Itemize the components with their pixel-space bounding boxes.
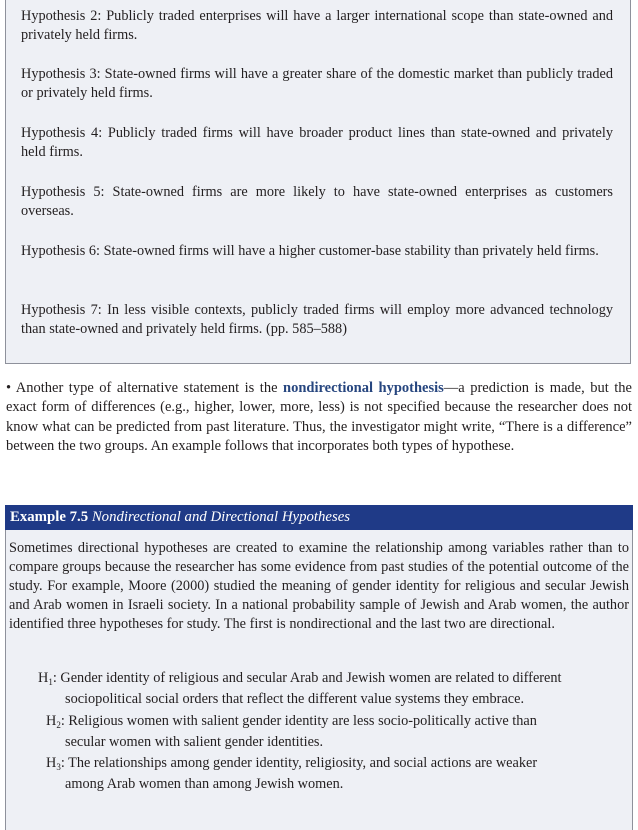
hypothesis-2: Hypothesis 2: Publicly traded enterprises will have a larger international scope than state-owned and privately held firms. [21,8,613,43]
h3-letter: H [46,755,57,771]
h3-subscript: 3 [56,762,61,772]
example-title: Nondirectional and Directional Hypotheses [91,509,351,525]
example-label: Example 7.5 [10,509,89,525]
hypothesis-h3 [46,753,612,773]
h2-text: : Religious women with salient gender identity are less socio-politically active than [60,713,537,729]
h1-subscript: 1 [48,677,53,687]
paragraph-rest: —a prediction is made, but the exact form of differences (e.g., higher, lower, more, less) is not specified because the researcher does not know what can be predicted from past literature. Thus, the investigator might write, “There is a difference” between the two groups. An example follows that incorporates both types of hypothese. [6,380,632,454]
example-header [5,505,633,530]
nondirectional-paragraph [6,379,632,456]
hypothesis-4: Hypothesis 4: Publicly traded firms will have broader product lines than state-owned and privately held firms. [21,125,613,160]
h2-subscript: 2 [56,720,61,730]
hypothesis-h2 [46,711,612,731]
hypothesis-6: Hypothesis 6: State-owned firms will have a higher customer-base stability than privately held firms. [21,243,599,259]
h1-letter: H [38,670,49,686]
hypothesis-h2-cont: secular women with salient gender identities. [65,734,324,750]
hypothesis-h1 [38,668,612,688]
paragraph-lead: • Another type of alternative statement is the [6,380,284,396]
h1-text: : Gender identity of religious and secular Arab and Jewish women are related to different [52,670,562,686]
hypothesis-h3-cont: among Arab women than among Jewish women. [65,776,344,792]
h3-text: : The relationships among gender identity, religiosity, and social actions are weaker [60,755,538,771]
hypothesis-5: Hypothesis 5: State-owned firms are more likely to have state-owned enterprises as customers overseas. [21,184,613,219]
hypothesis-7: Hypothesis 7: In less visible contexts, publicly traded firms will employ more advanced technology than state-owned and privately held firms. (pp. 585–588) [21,302,613,337]
h2-letter: H [46,713,57,729]
hypothesis-3: Hypothesis 3: State-owned firms will have a greater share of the domestic market than publicly traded or privately held firms. [21,66,613,101]
key-term: nondirectional hypothesis [283,380,444,396]
example-intro: Sometimes directional hypotheses are created to examine the relationship among variables rather than to compare groups because the researcher has some evidence from past studies of the potential outcome of the study. For example, Moore (2000) studied the meaning of gender identity for religious and secular Jewish and Arab women in Israeli society. In a national probability sample of Jewish and Arab women, the author identified three hypotheses for study. The first is nondirectional and the last two are directional. [9,540,629,632]
hypothesis-h1-cont: sociopolitical social orders that reflect the different value systems they embrace. [65,691,525,707]
